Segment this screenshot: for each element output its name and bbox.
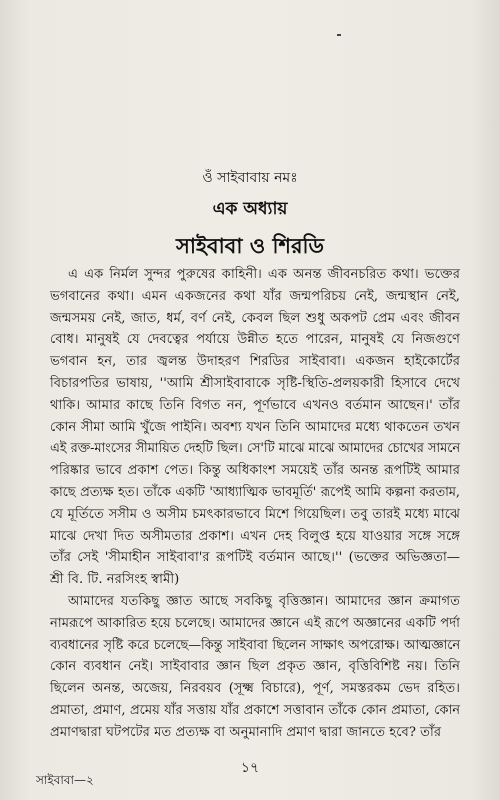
text-line: আমাদের যতকিছু জ্ঞাত আছে সবকিছু বৃত্তিজ্ঞান। আমাদের জ্ঞান ক্রমাগত (68, 593, 460, 609)
text-line: কাছে প্রত্যক্ষ হত। তাঁকে একটি 'আধ্যাত্মিক ভাবমূর্তি' রূপেই আমি কল্পনা করতাম, (50, 484, 460, 500)
text-line: ব্যবধানের সৃষ্টি করে চলেছে—কিন্তু সাইবাবা ছিলেন সাক্ষাৎ অপরোক্ষ। আত্মজ্ঞানে (50, 637, 460, 653)
text-line: থাকি। আমার কাছে তিনি বিগত নন, পূর্ণভাবে এখনও বর্তমান আছেন।' তাঁর (50, 397, 460, 413)
page-number: ১৭ (240, 760, 260, 776)
text-line: শ্রী বি. টি. নরসিংহ স্বামী) (50, 572, 180, 588)
paragraph (50, 264, 460, 591)
text-line: ভগবান হন, তার জ্বলন্ত উদাহরণ শিরডির সাইবাবা। একজন হাইকোর্টের (50, 354, 460, 370)
body-text (50, 264, 460, 744)
ink-speck (337, 34, 341, 36)
text-line: কোন সীমা আমি খুঁজে পাইনি। অবশ্য যখন তিনি আমাদের মধ্যে থাকতেন তখন (50, 419, 460, 435)
chapter-heading: এক অধ্যায় (212, 199, 288, 219)
text-line: নামরূপে আকারিত হয়ে চলেছে। আমাদের জ্ঞানে এই রূপে অজ্ঞানের একটি পর্দা (50, 615, 460, 631)
text-line: এই রক্ত-মাংসের সীমায়িত দেহটি ছিল। সে'টি মাঝে মাঝে আমাদের চোখের সামনে (50, 441, 460, 457)
text-line: এ এক নির্মল সুন্দর পুরুষের কাহিনী। এক অনন্ত জীবনচরিত কথা। ভক্তের (68, 267, 460, 282)
text-line: তাঁর সেই 'সীমাহীন সাইবাবা'র রূপটিই বর্তমান আছে।'' (ভক্তের অভিজ্ঞতা— (50, 550, 460, 566)
text-line: বিচারপতির ভাষায়, ''আমি শ্রীসাইবাবাকে সৃষ্টি-স্থিতি-প্রলয়কারী হিসাবে দেখে (50, 375, 460, 391)
text-line: বোধ। মানুষই যে দেবত্বের পর্যায়ে উন্নীত হতে পারেন, মানুষই যে নিজগুণে (50, 332, 460, 348)
text-line: ছিলেন অনন্ত, অজেয়, নিরবয়ব (সূক্ষ্ম বিচারে), পূর্ণ, সমস্তরকম ভেদ রহিত। (50, 681, 460, 697)
text-line: ভগবানের কথা। এমন একজনের কথা যাঁর জন্মপরিচয় নেই, জন্মস্থান নেই, (50, 288, 460, 304)
page-title: সাইবাবা ও শিরডি (176, 233, 324, 258)
text-line: পরিষ্কার ভাবে প্রকাশ পেত। কিন্তু অধিকাংশ সময়েই তাঁর অনন্ত রূপটিই আমার (50, 463, 460, 479)
paragraph (50, 591, 460, 744)
text-line: মাঝে দেখা দিত অসীমতার প্রকাশ। এখন দেহ বিলুপ্ত হয়ে যাওয়ার সঙ্গে সঙ্গে (50, 528, 460, 544)
text-line: কোন ব্যবধান নেই। সাইবাবার জ্ঞান ছিল প্রকৃত জ্ঞান, বৃত্তিবিশিষ্ট নয়। তিনি (50, 659, 460, 675)
text-line: জন্মসময় নেই, জাত, ধর্ম, বর্ণ নেই, কেবল ছিল শুধু অকপট প্রেম এবং জীবন (50, 310, 460, 326)
text-line: যে মূর্তিতে সসীম ও অসীম চমৎকারভাবে মিশে গিয়েছিল। তবু তারই মধ্যে মাঝে (50, 506, 460, 522)
text-line: প্রমাতা, প্রমাণ, প্রমেয় যাঁর সত্তায় যাঁর প্রকাশে সত্তাবান তাঁকে কোন প্রমাতা, কোন (50, 702, 460, 718)
running-footer: সাইবাবা—২ (36, 773, 94, 787)
text-line: প্রমাণদ্বারা ঘটপটের মত প্রত্যক্ষ বা অনুমানাদি প্রমাণ দ্বারা জানতে হবে? তাঁর (50, 724, 442, 740)
invocation-line: ওঁ সাইবাবায় নমঃ (202, 170, 298, 186)
